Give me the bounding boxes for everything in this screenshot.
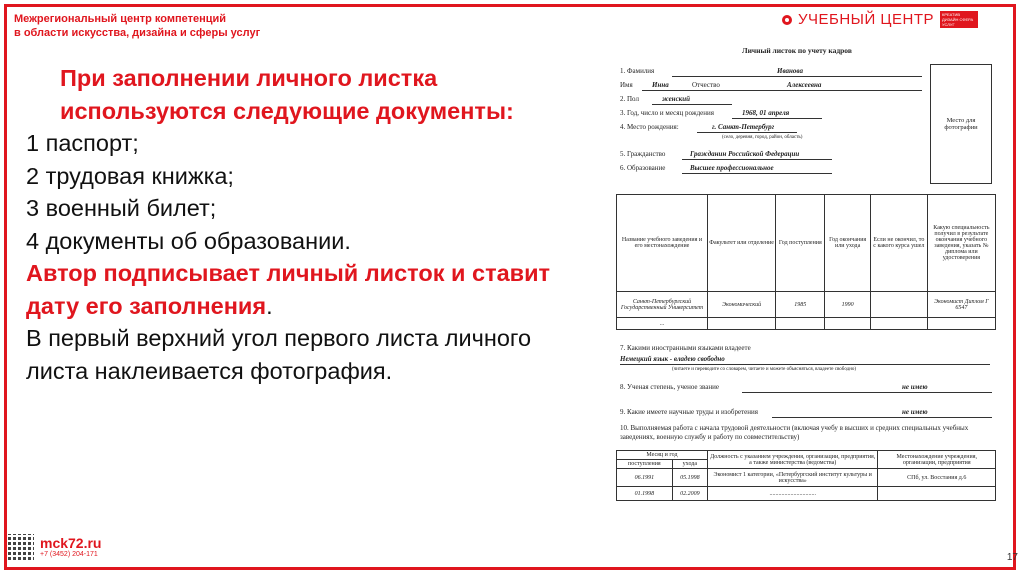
edu-cell-4: 1990 [825,292,870,318]
brand-name: УЧЕБНЫЙ ЦЕНТР [797,11,934,28]
work-row1-loc: СПб, ул. Восстания д.6 [878,469,996,487]
edu-cell-1: Санкт-Петербургский Государственный Университет [617,292,708,318]
birth-value: 1968, 01 апреля [742,109,790,117]
lang-label: 7. Какими иностранными языками владеете [620,344,751,352]
sex-value: женский [662,95,691,103]
citizen-label: 5. Гражданство [620,150,666,158]
work-header-date: Месяц и год [617,451,708,460]
place-label: 4. Место рождения: [620,123,679,131]
works-label: 9. Какие имеете научные труды и изобретения [620,408,758,416]
org-line-1: Межрегиональный центр компетенций [14,13,227,25]
personal-form-image [612,40,996,535]
place-value: г. Санкт-Петербург [712,123,775,131]
work-header-pos: Должность с указанием учреждения, организации, предприятия, а также министерства (ведомства) [707,451,878,469]
brand-tag: КРЕАТИВ ДИЗАЙН СФЕРА УСЛУГ [940,11,978,28]
photo-placeholder [930,64,992,184]
footer-site: mck72.ru [40,534,102,551]
surname-value: Иванова [777,67,803,75]
edu-cell-ellipsis: ... [617,318,708,330]
edu-header-5: Если не окончил, то с какого курса ушел [870,195,927,292]
edu-cell-6: Экономист Диплом Г 6547 [927,292,995,318]
doc-item-1: 1 паспорт; [26,130,139,156]
surname-label: 1. Фамилия [620,67,655,75]
author-note-dot: . [266,292,273,319]
org-line-2: в области искусства, дизайна и сферы услуг [14,27,261,39]
degree-label: 8. Ученая степень, ученое звание [620,383,719,391]
work-row2-out: 02.2009 [672,487,707,501]
doc-item-3: 3 военный билет; [26,195,217,221]
work-row1-out: 05.1998 [672,469,707,487]
job-label: 10. Выполняемая работа с начала трудовой деятельности (включая учебу в высших и средних специальных учебных заведениях, военную службу и работу по совместительству) [620,424,969,441]
lang-value: Немецкий язык - владею свободно [620,355,725,363]
work-header-out: ухода [672,460,707,469]
org-title [14,12,260,40]
work-row1-pos: Экономист 1 категории, «Петербургский институт культуры и искусства» [707,469,878,487]
heading: При заполнении личного листка используются следующие документы: [60,65,514,124]
work-row1-in: 06.1991 [617,469,673,487]
sex-label: 2. Пол [620,95,639,103]
place-hint: (село, деревня, город, район, область) [722,135,803,140]
author-note [26,257,556,322]
edu-cell-2: Экономический [707,292,775,318]
name-label: Имя [620,81,633,89]
work-header-loc: Местонахождение учреждения, организации, предприятия [878,451,996,469]
edu-header-1: Название учебного заведения и его местонахождение [617,195,708,292]
main-text [26,62,556,387]
edu-cell-5 [870,292,927,318]
footer-phone: +7 (3452) 204-171 [40,550,98,558]
edu-header-6: Какую специальность получил в результате окончания учебного заведения, указать № диплома или удостоверения [927,195,995,292]
doc-item-2: 2 трудовая книжка; [26,162,234,189]
patronymic-label: Отчество [692,81,720,89]
edu-cell-3: 1985 [776,292,825,318]
doc-item-4: 4 документы об образовании. [26,227,351,254]
degree-value: не имею [902,383,928,391]
lang-hint: (читаете и переводите со словарем, читаете и можете объясняться, владеете свободно) [672,367,857,372]
brand-circle-icon [782,15,792,25]
citizen-value: Гражданин Российской Федерации [690,150,800,158]
footer [8,534,101,560]
form-title: Личный листок по учету кадров [742,46,852,55]
work-header-in: поступления [617,460,673,469]
photo-note: В первый верхний угол первого листа личного листа наклеивается фотография. [26,325,532,384]
birth-label: 3. Год, число и месяц рождения [620,109,714,117]
work-row2-loc [878,487,996,501]
author-note-text: Автор подписывает личный листок и ставит дату его заполнения [26,260,551,319]
name-value: Инна [652,81,669,89]
brand-logo [782,11,978,28]
page-number: 17 [1006,552,1018,563]
photo-place-label: Место для фотографии [944,117,978,131]
education-table [616,194,996,330]
edu-header-4: Год окончания или ухода [825,195,870,292]
patronymic-value: Алексеевна [787,81,822,89]
edu-header-2: Факультет или отделение [707,195,775,292]
work-table [616,450,996,501]
work-row2-pos: ............................... [707,487,878,501]
works-value: не имею [902,408,928,416]
edu-label: 6. Образование [620,164,666,172]
work-row2-in: 01.1998 [617,487,673,501]
edu-value: Высшее профессиональное [690,164,774,172]
qr-code-icon [8,534,34,560]
edu-header-3: Год поступления [776,195,825,292]
